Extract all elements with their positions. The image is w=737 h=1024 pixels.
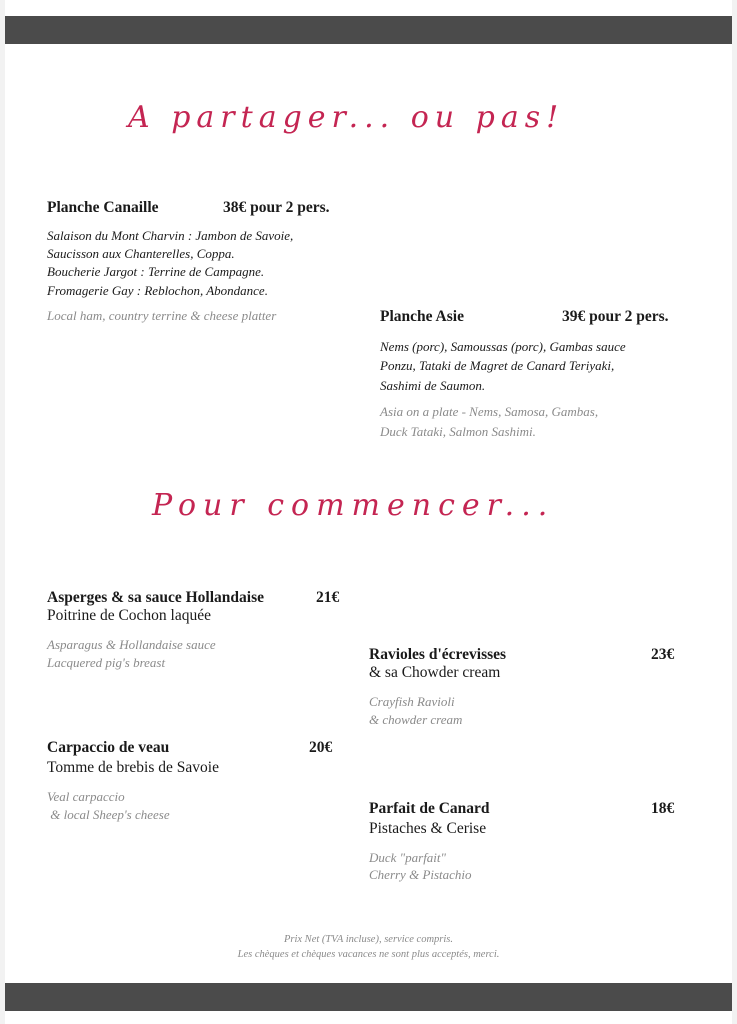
item-english: & local Sheep's cheese bbox=[47, 807, 170, 822]
item-english: Cherry & Pistachio bbox=[369, 867, 472, 882]
item-english: Local ham, country terrine & cheese platter bbox=[47, 308, 277, 323]
item-english: Lacquered pig's breast bbox=[47, 655, 166, 670]
item-name: Planche Canaille bbox=[47, 199, 159, 216]
item-english: & chowder cream bbox=[369, 712, 463, 727]
item-english: Duck "parfait" bbox=[369, 850, 446, 865]
item-sub: Tomme de brebis de Savoie bbox=[47, 759, 219, 776]
footer-note: Les chèques et chèques vacances ne sont plus acceptés, merci. bbox=[237, 949, 500, 960]
item-name: Carpaccio de veau bbox=[47, 739, 170, 756]
item-name: Planche Asie bbox=[380, 308, 464, 325]
top-bar bbox=[5, 16, 732, 44]
item-english: Veal carpaccio bbox=[47, 789, 125, 804]
item-english: Asparagus & Hollandaise sauce bbox=[47, 637, 216, 652]
item-desc: Saucisson aux Chanterelles, Coppa. bbox=[47, 246, 235, 261]
item-sub: Pistaches & Cerise bbox=[369, 820, 487, 837]
item-english: Asia on a plate - Nems, Samosa, Gambas, bbox=[380, 404, 599, 419]
item-sub: & sa Chowder cream bbox=[369, 664, 501, 681]
item-price: 21€ bbox=[316, 589, 340, 606]
section-title-start: Pour commencer... bbox=[152, 488, 555, 523]
item-price: 39€ pour 2 pers. bbox=[562, 308, 669, 325]
item-desc: Boucherie Jargot : Terrine de Campagne. bbox=[47, 264, 265, 279]
item-price: 23€ bbox=[651, 646, 675, 663]
item-english: Crayfish Ravioli bbox=[369, 694, 455, 709]
item-desc: Sashimi de Saumon. bbox=[380, 378, 486, 393]
section-title-share: A partager... ou pas! bbox=[128, 100, 565, 135]
item-price: 20€ bbox=[309, 739, 333, 756]
item-desc: Fromagerie Gay : Reblochon, Abondance. bbox=[47, 283, 268, 298]
item-price: 38€ pour 2 pers. bbox=[223, 199, 330, 216]
item-desc: Ponzu, Tataki de Magret de Canard Teriyaki, bbox=[380, 358, 615, 373]
item-desc: Salaison du Mont Charvin : Jambon de Savoie, bbox=[47, 228, 294, 243]
item-price: 18€ bbox=[651, 800, 675, 817]
bottom-bar bbox=[5, 983, 732, 1011]
item-name: Asperges & sa sauce Hollandaise bbox=[47, 589, 264, 606]
item-english: Duck Tataki, Salmon Sashimi. bbox=[380, 424, 536, 439]
item-sub: Poitrine de Cochon laquée bbox=[47, 607, 211, 624]
item-name: Parfait de Canard bbox=[369, 800, 490, 817]
item-name: Ravioles d'écrevisses bbox=[369, 646, 507, 663]
footer-note: Prix Net (TVA incluse), service compris. bbox=[283, 934, 454, 945]
item-desc: Nems (porc), Samoussas (porc), Gambas sauce bbox=[380, 339, 626, 354]
